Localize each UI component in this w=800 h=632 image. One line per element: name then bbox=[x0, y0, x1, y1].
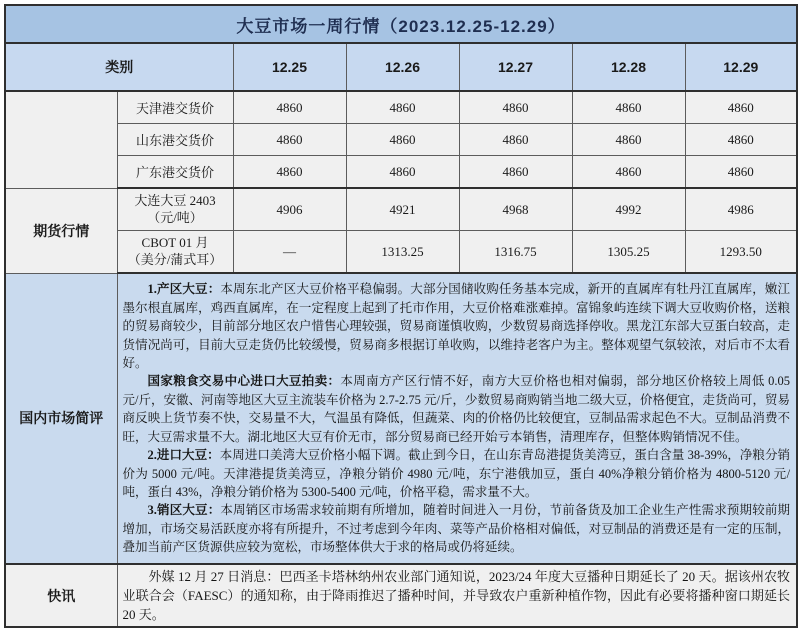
row-label bbox=[117, 231, 233, 274]
contract-unit: （元/吨） bbox=[147, 209, 203, 225]
paragraph-lead: 2.进口大豆： bbox=[147, 448, 220, 463]
contract-unit: （美分/蒲式耳） bbox=[127, 251, 223, 267]
price-cell: 4992 bbox=[572, 188, 685, 231]
news-text bbox=[117, 564, 797, 627]
price-cell: 4860 bbox=[346, 156, 459, 189]
paragraph-body: 本周南方产区行情不好，南方大豆价格也相对偏弱，部分地区价格较上周低 0.05 元/斤，安徽、河南等地区大豆主流装车价格为 2.7-2.75 元/斤，少数贸易商购销当地二级大豆，价格便宜，走货尚可，贸易商反映上货节奏不快，交易量不大，气温虽有降低，但蔬菜、肉的价格仍比较便宜，豆制品需求起色不大。豆制品消费不旺，大豆需求量不大。湖北地区大豆有价无市，部分贸易商已经开始亏本销售，清理库存，但整体购销情况不佳。 bbox=[122, 374, 791, 444]
price-cell: 4860 bbox=[233, 156, 346, 189]
spot-group-cell bbox=[5, 91, 117, 188]
price-cell: 1305.25 bbox=[572, 231, 685, 274]
contract-name: CBOT 01 月 bbox=[141, 235, 209, 251]
price-cell: 4860 bbox=[233, 124, 346, 156]
price-cell: 4906 bbox=[233, 188, 346, 231]
table-row bbox=[5, 231, 797, 274]
date-header: 12.25 bbox=[233, 43, 346, 91]
news-label: 快讯 bbox=[5, 564, 117, 627]
contract-name: 大连大豆 2403 bbox=[134, 193, 216, 209]
price-cell: 4860 bbox=[685, 124, 797, 156]
news-paragraph: 外媒 12 月 27 日消息：巴西圣卡塔林纳州农业部门通知说，2023/24 年度大豆播种日期延长了 20 天。据该州农牧业联合会（FAESC）的通知称，由于降雨推迟了播种时间，并导致农户重新种植作物，因此有必要将播种窗口期延长 20 天。 bbox=[122, 569, 791, 622]
commentary-paragraph bbox=[123, 501, 791, 556]
price-cell: 1313.25 bbox=[346, 231, 459, 274]
commentary-label: 国内市场简评 bbox=[5, 273, 117, 564]
price-cell: 4860 bbox=[572, 124, 685, 156]
price-cell: 4860 bbox=[572, 156, 685, 189]
price-cell: 4860 bbox=[233, 91, 346, 124]
price-cell: 1293.50 bbox=[685, 231, 797, 274]
price-cell: 4921 bbox=[346, 188, 459, 231]
row-label: 天津港交货价 bbox=[117, 91, 233, 124]
date-header: 12.27 bbox=[459, 43, 572, 91]
price-cell: 4986 bbox=[685, 188, 797, 231]
price-cell: — bbox=[233, 231, 346, 274]
price-cell: 4860 bbox=[346, 124, 459, 156]
table-row bbox=[5, 156, 797, 189]
paragraph-lead: 1.产区大豆： bbox=[147, 282, 221, 297]
paragraph-lead: 国家粮食交易中心进口大豆拍卖： bbox=[147, 374, 341, 389]
row-label: 山东港交货价 bbox=[117, 124, 233, 156]
price-cell: 4860 bbox=[459, 156, 572, 189]
date-header: 12.28 bbox=[572, 43, 685, 91]
paragraph-body: 本周进口美湾大豆价格小幅下调。截止到今日，在山东青岛港提货美湾豆，蛋白含量 38-39%，净粮分销价为 5000 元/吨。天津港提货美湾豆，净粮分销价 4980 元/吨，东宁港俄加豆，蛋白 40%净粮分销价格为 4800-5120 元/吨，蛋白 43%，净粮分销价格为 5300-5400 元/吨，价格平稳，需求量不大。 bbox=[122, 448, 791, 499]
table-row bbox=[5, 273, 797, 564]
price-cell: 4860 bbox=[346, 91, 459, 124]
price-cell: 4860 bbox=[572, 91, 685, 124]
table-row bbox=[5, 188, 797, 231]
paragraph-body: 本周东北产区大豆价格平稳偏弱。大部分国储收购任务基本完成，新开的直属库有牡丹江直属库，嫩江墨尔根直属库，鸡西直属库，在一定程度上起到了托市作用，大豆价格难涨难掉。富锦象屿连续下调大豆收购价格，送粮的贸易商较少，目前部分地区农户惜售心理较强，贸易商谨慎收购，少数贸易商选择停收。黑龙江东部大豆蛋白较高，走货情况尚可，目前大豆走货仍比较缓慢，贸易商多根据订单收购，以维持老客户为主。整体观望气氛较浓，对后市不太看好。 bbox=[122, 282, 791, 371]
commentary-paragraph bbox=[123, 446, 791, 501]
date-header: 12.29 bbox=[685, 43, 797, 91]
table-row bbox=[5, 564, 797, 627]
table-row bbox=[5, 5, 797, 43]
price-cell: 4860 bbox=[685, 91, 797, 124]
category-header: 类别 bbox=[5, 43, 233, 91]
soybean-weekly-table bbox=[4, 4, 798, 628]
price-cell: 4860 bbox=[459, 124, 572, 156]
table-row bbox=[5, 91, 797, 124]
price-cell: 4968 bbox=[459, 188, 572, 231]
paragraph-body: 本周销区市场需求较前期有所增加，随着时间进入一月份，节前备货及加工企业生产性需求预期较前期增加，市场交易活跃度亦将有所提升，不过考虑到今年肉、菜等产品价格相对偏低，对豆制品的消费还是有一定的压制，叠加当前产区货源供应较为宽松，市场整体供大于求的格局或仍将延续。 bbox=[122, 503, 791, 555]
row-label bbox=[117, 188, 233, 231]
table-row bbox=[5, 43, 797, 91]
row-label: 广东港交货价 bbox=[117, 156, 233, 189]
date-header: 12.26 bbox=[346, 43, 459, 91]
paragraph-lead: 3.销区大豆： bbox=[147, 503, 221, 518]
price-cell: 4860 bbox=[685, 156, 797, 189]
price-cell: 4860 bbox=[459, 91, 572, 124]
commentary-text bbox=[117, 273, 797, 564]
futures-group-label: 期货行情 bbox=[5, 188, 117, 273]
commentary-paragraph bbox=[123, 280, 791, 372]
table-row bbox=[5, 124, 797, 156]
page-title: 大豆市场一周行情（2023.12.25-12.29） bbox=[5, 5, 797, 43]
price-cell: 1316.75 bbox=[459, 231, 572, 274]
commentary-paragraph bbox=[123, 372, 791, 446]
